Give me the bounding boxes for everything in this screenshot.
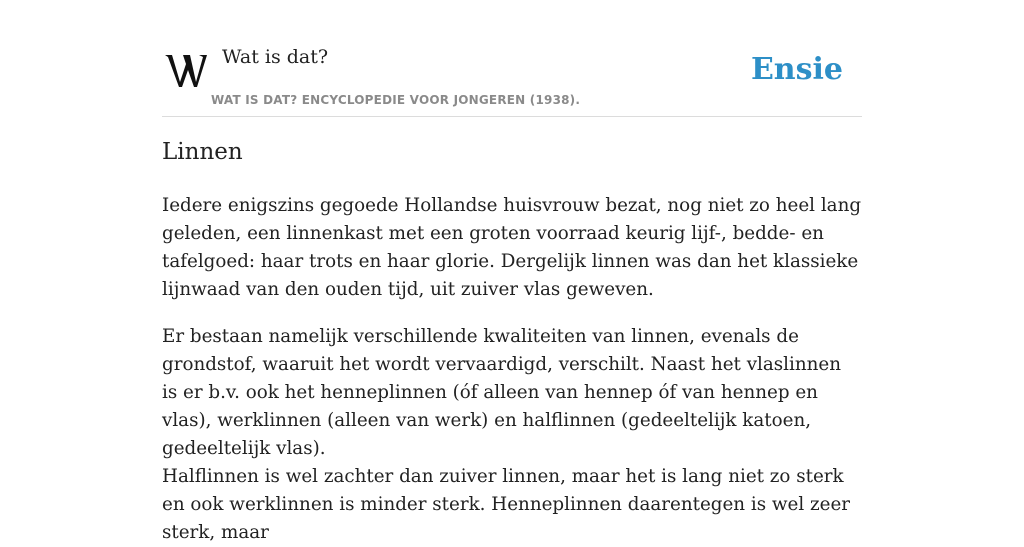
brand-logo-link[interactable]: Ensie bbox=[750, 52, 843, 87]
article-paragraph: Halflinnen is wel zachter dan zuiver linnen, maar het is lang niet zo sterk en ook werklinnen is minder sterk. Henneplinnen daarentegen is wel zeer sterk, maar bbox=[162, 466, 851, 543]
article-paragraph: Er bestaan namelijk verschillende kwaliteiten van linnen, evenals de grondstof, waaruit het wordt vervaardigd, verschilt. Naast het vlaslinnen is er b.v. ook het henneplinnen (óf alleen van hennep óf van hennep en vlas), werklinnen (alleen van werk) en halflinnen (gedeeltelijk katoen, gedeeltelijk vlas). bbox=[162, 326, 842, 459]
article-paragraph: Iedere enigszins gegoede Hollandse huisvrouw bezat, nog niet zo heel lang geleden, een linnenkast met een groten voorraad keurig lijf-, bedde- en tafelgoed: haar trots en haar glorie. Dergelijk linnen was dan het klassieke lijnwaad van den ouden tijd, uit zuiver vlas geweven. bbox=[162, 195, 862, 300]
wikipedia-w-icon bbox=[164, 50, 208, 90]
source-header bbox=[162, 40, 862, 117]
source-subtitle: WAT IS DAT? ENCYCLOPEDIE VOOR JONGEREN (1938). bbox=[211, 93, 581, 107]
article-title: Linnen bbox=[162, 139, 243, 165]
source-title: Wat is dat? bbox=[222, 46, 329, 68]
